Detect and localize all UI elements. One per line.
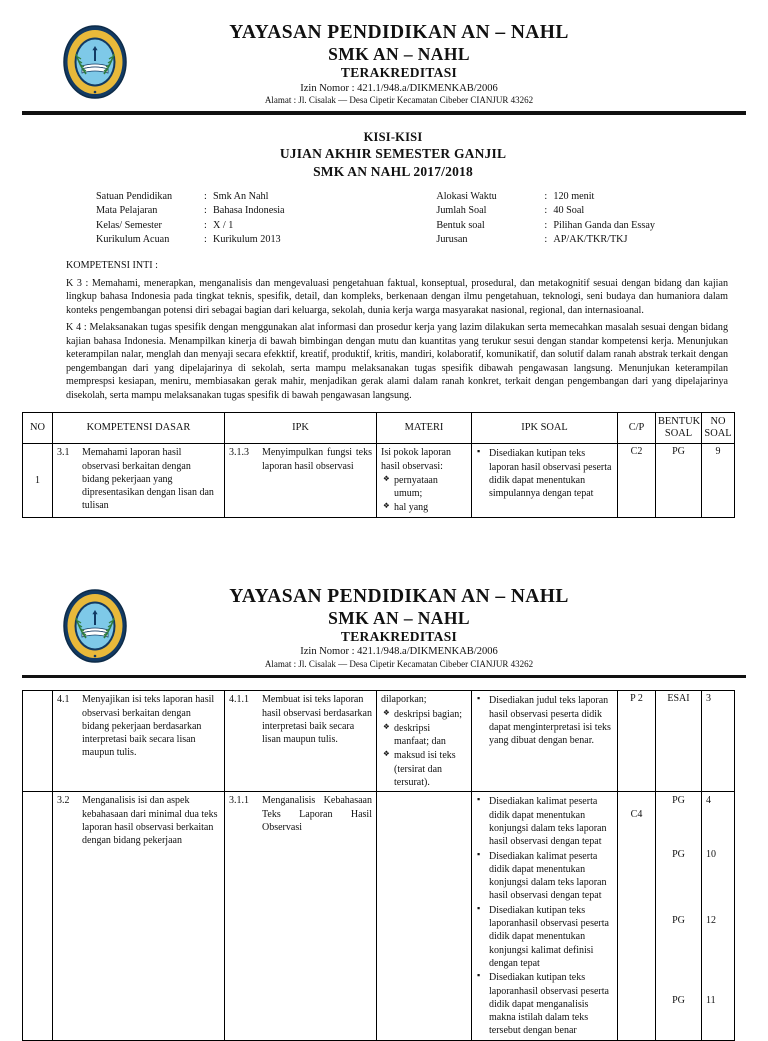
cell-ipk-soal [472, 792, 618, 1040]
kompetensi-inti-heading: KOMPETENSI INTI : [66, 259, 158, 271]
cell-no-soal: 3 [702, 691, 735, 792]
metadata-left-column [96, 190, 436, 248]
letterhead-page-1 [18, 0, 750, 117]
cell-kompetensi-dasar [53, 792, 225, 1040]
th-materi: MATERI [377, 413, 472, 444]
th-bentuk-soal: BENTUK SOAL [656, 413, 702, 444]
cell-materi [377, 444, 472, 517]
organization-name: YAYASAN PENDIDIKAN AN – NAHL [229, 22, 569, 43]
cell-cp: P 2 [618, 691, 656, 792]
meta-row [96, 219, 436, 233]
meta-row [96, 233, 436, 247]
cell-ipk-soal [472, 691, 618, 792]
meta-colon: : [544, 205, 548, 217]
list-item: ▪ Disediakan judul teks laporan hasil observasi peserta didik dapat menginterpretasi isi teks yang dibuat dengan benar. [476, 694, 613, 747]
meta-row [96, 204, 436, 218]
meta-label: Kelas/ Semester [96, 219, 162, 231]
meta-value: 120 menit [553, 190, 595, 202]
cell-ipk-soal [472, 444, 618, 517]
organization-name: YAYASAN PENDIDIKAN AN – NAHL [229, 585, 569, 607]
school-logo-icon [62, 588, 128, 664]
meta-row [436, 219, 720, 233]
list-item: ❖ pernyataan umum; [381, 474, 467, 501]
meta-label: Mata Pelajaran [96, 205, 158, 217]
meta-label: Bentuk soal [436, 219, 485, 231]
school-logo-icon [62, 24, 128, 100]
list-item: ▪ Disediakan kutipan teks laporanhasil observasi peserta didik dapat menganalisis makna istilah dalam teks tersebut dengan benar [476, 971, 613, 1037]
kd-text: Memahami laporan hasil observasi berkaitan dengan bidang pekerjaan yang dipresentasikan dengan lisan dan tulisan [82, 447, 214, 512]
meta-label: Satuan Pendidikan [96, 190, 173, 202]
cell-cp: C2 [618, 444, 656, 517]
list-item: ▪ Disediakan kutipan teks laporan hasil observasi peserta didik dapat menentukan simpulannya dengan tepat [476, 447, 613, 500]
meta-row [436, 190, 720, 204]
list-item: ❖ maksud isi teks (tersirat dan tersurat). [381, 749, 467, 789]
kisi-table-page-2 [22, 690, 735, 1040]
meta-value: Smk An Nahl [213, 190, 269, 202]
document-title-block [18, 117, 750, 181]
cell-ipk [225, 691, 377, 792]
kompetensi-inti-k4: K 4 : Melaksanakan tugas spesifik dengan menggunakan alat informasi dan prosedur kerja yang lazim dilakukan serta memecahkan masalah sesuai dengan bidang kajian bahasa Indonesia. Menampilkan kinerja di bawah bimbingan dengan mutu dan kuantitas yang terukur sesui dengan standar kompetensi kerja. Menunjukan keterampilan nalar, menglah dan menyaji secara efekktif, kreatif, produktif, kritis, mandiri, kolaboratif, komunikatif, dan solutif dalam ranah abstrak terkait dengan pengembangan dari yang dipelajarinya di sekolah, serta mampu melaksanakan tugas spesifik dibawah pengawasan langsung. Menunjukan keterampilan memprespsi kesiapan, meniru, membiasakan gerak mahir, menjadikan gerak alami dalam ranah konkret, terkait dengan pengembangan dari yang dipelajarinya disekolah, serta mampu melaksanakan tugas spesifik di bawah pengawasan langsung. [66, 322, 728, 401]
meta-value: Kurikulum 2013 [213, 234, 281, 246]
meta-value: AP/AK/TKR/TKJ [553, 234, 628, 246]
meta-colon: : [544, 219, 548, 231]
ipk-text: Membuat isi teks laporan hasil observasi berdasarkan interpretasi baik secara lisan maupun tulis. [262, 694, 372, 746]
meta-value: 40 Soal [553, 205, 585, 217]
cell-no-soal: 9 [702, 444, 735, 517]
th-ipk-soal: IPK SOAL [472, 413, 618, 444]
accreditation-label: TERAKREDITASI [340, 628, 458, 644]
cell-no-soal [702, 792, 735, 1040]
meta-colon: : [204, 234, 207, 246]
meta-colon: : [204, 219, 207, 231]
bentuk-value: PG [672, 915, 685, 927]
table-row [23, 792, 735, 1040]
ipk-text: Menganalisis Kebahasaan Teks Laporan Hasil Observasi [262, 795, 372, 833]
list-item: ▪ Disediakan kalimat peserta didik dapat menentukan konjungsi dalam teks laporan hasil observasi dengan tepat [476, 795, 613, 848]
meta-label: Alokasi Waktu [436, 190, 497, 202]
meta-colon: : [204, 190, 207, 202]
th-kompetensi-dasar: KOMPETENSI DASAR [53, 413, 225, 444]
meta-row [436, 233, 720, 247]
kisi-table-page-1 [22, 412, 735, 517]
kd-number: 4.1 [57, 694, 70, 706]
school-address: Alamat : Jl. Cisalak — Desa Cipetir Kecamatan Cibeber CIANJUR 43262 [264, 95, 534, 106]
meta-label: Jurusan [436, 234, 468, 246]
cell-materi [377, 691, 472, 792]
cell-cp [618, 792, 656, 1040]
meta-row [436, 204, 720, 218]
header-divider [22, 111, 746, 115]
cell-no: 1 [23, 444, 53, 517]
bentuk-value: PG [672, 848, 685, 860]
page-2 [0, 564, 768, 1041]
nosoal-value: 11 [706, 994, 716, 1006]
nosoal-value: 12 [706, 915, 716, 927]
cell-materi [377, 792, 472, 1040]
ipk-number: 4.1.1 [229, 694, 249, 706]
meta-colon: : [204, 205, 207, 217]
meta-colon: : [544, 234, 548, 246]
permit-number: Izin Nomor : 421.1/948.a/DIKMENKAB/2006 [300, 646, 498, 658]
cell-no [23, 792, 53, 1040]
title-school-year: SMK AN NAHL 2017/2018 [313, 163, 473, 179]
cell-bentuk-soal: ESAI [656, 691, 702, 792]
th-cp: C/P [618, 413, 656, 444]
meta-label: Kurikulum Acuan [96, 234, 170, 246]
th-no-soal: NO SOAL [702, 413, 735, 444]
materi-list [381, 474, 467, 515]
materi-lead: Isi pokok laporan hasil observasi: [381, 447, 451, 472]
meta-value: X / 1 [213, 219, 234, 231]
cell-bentuk-soal: PG [656, 444, 702, 517]
school-name: SMK AN – NAHL [328, 43, 470, 64]
bentuk-value: PG [672, 994, 685, 1006]
ipk-text: Menyimpulkan fungsi teks laporan hasil observasi [262, 447, 372, 472]
materi-list [381, 708, 467, 790]
metadata-right-column [436, 190, 720, 248]
ipk-soal-list [476, 694, 613, 747]
cell-kompetensi-dasar [53, 691, 225, 792]
ipk-soal-list [476, 447, 613, 500]
letterhead-page-2 [18, 564, 750, 681]
table-row [23, 444, 735, 517]
permit-number: Izin Nomor : 421.1/948.a/DIKMENKAB/2006 [300, 82, 498, 94]
header-divider [22, 675, 746, 679]
cell-kompetensi-dasar [53, 444, 225, 517]
exam-metadata [18, 190, 750, 248]
kd-number: 3.1 [57, 447, 70, 459]
meta-row [96, 190, 436, 204]
materi-lead: dilaporkan; [381, 694, 427, 706]
ipk-soal-list [476, 795, 613, 1037]
meta-label: Jumlah Soal [436, 205, 487, 217]
kompetensi-inti-k3: K 3 : Memahami, menerapkan, menganalisis dan mengevaluasi pengetahuan faktual, konseptual, prosedural, dan metakognitif sesuai dengan bidang dan kajian lingkup bahasa Indonesia pada tingkat teknis, spesifik, detail, dan kompleks, berkenaan dengan ilmu pengetahuan, teknologi, seni budaya dan humaniora dalam konteks pengembangan potensi diri sebagai bagian dari keluarga, sekolah, dunia kerja warga masyarakat nasional, regional, dan internasioanal. [66, 277, 728, 316]
page-1 [0, 0, 768, 518]
ipk-number: 3.1.3 [229, 447, 249, 459]
school-address: Alamat : Jl. Cisalak — Desa Cipetir Kecamatan Cibeber CIANJUR 43262 [264, 659, 534, 670]
table-row [23, 691, 735, 792]
list-item: ❖ hal yang [381, 501, 467, 514]
title-kisi-kisi: KISI-KISI [363, 129, 423, 144]
bentuk-value: PG [672, 795, 685, 807]
ipk-number: 3.1.1 [229, 795, 249, 807]
list-item: ❖ deskripsi manfaat; dan [381, 722, 467, 749]
list-item: ▪ Disediakan kalimat peserta didik dapat menentukan konjungsi dalam teks laporan hasil observasi dengan tepat [476, 850, 613, 903]
cell-ipk [225, 444, 377, 517]
meta-value: Pilihan Ganda dan Essay [553, 219, 655, 231]
cell-bentuk-soal [656, 792, 702, 1040]
cp-value: C4 [630, 808, 643, 820]
cell-ipk [225, 792, 377, 1040]
nosoal-value: 10 [706, 848, 716, 860]
school-name: SMK AN – NAHL [328, 607, 470, 628]
list-item: ❖ deskripsi bagian; [381, 708, 467, 721]
accreditation-label: TERAKREDITASI [340, 64, 458, 80]
nosoal-value: 4 [706, 795, 711, 807]
table-header-row [23, 413, 735, 444]
th-ipk: IPK [225, 413, 377, 444]
cell-no [23, 691, 53, 792]
title-exam: UJIAN AKHIR SEMESTER GANJIL [279, 146, 507, 162]
meta-colon: : [544, 190, 548, 202]
kd-text: Menganalisis isi dan aspek kebahasaan dari minimal dua teks laporan hasil observasi berkaitan dengan bidang pekerjaan [82, 795, 218, 847]
kd-number: 3.2 [57, 795, 70, 807]
kd-text: Menyajikan isi teks laporan hasil observasi berkaitan dengan bidang pekerjaan berdasarkan interpretasi baik secara lisan maupun tulis. [82, 694, 215, 759]
kompetensi-inti-section [18, 258, 750, 403]
list-item: ▪ Disediakan kutipan teks laporanhasil observasi peserta didik dapat menentukan konjungsi kalimat definisi dengan tepat [476, 904, 613, 970]
th-no: NO [23, 413, 53, 444]
meta-value: Bahasa Indonesia [213, 205, 285, 217]
